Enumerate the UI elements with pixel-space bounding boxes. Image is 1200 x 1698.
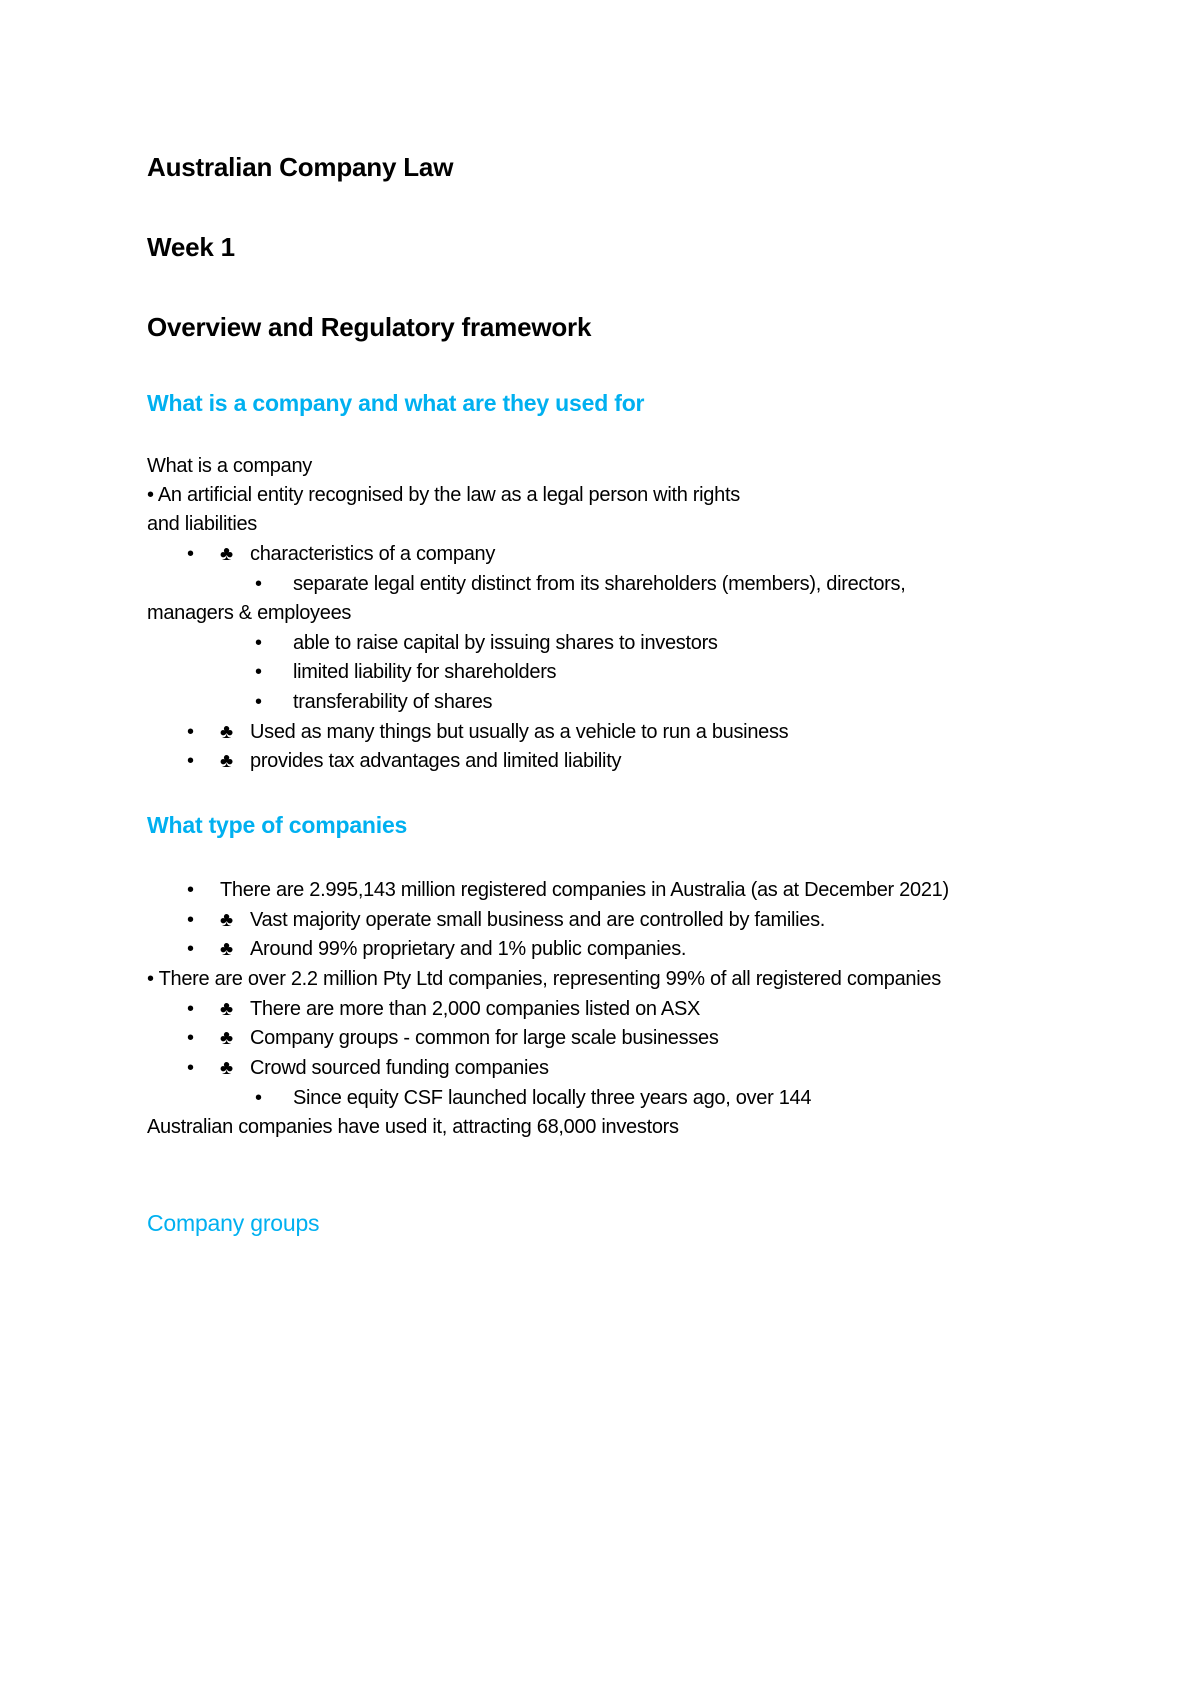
list-item-wrap: managers & employees	[147, 602, 352, 624]
definition-line-2: and liabilities	[147, 513, 258, 535]
document-title: Australian Company Law	[147, 152, 454, 182]
club-icon: ♣	[220, 1027, 234, 1049]
list-item: Vast majority operate small business and are controlled by families.	[250, 909, 826, 931]
list-item: transferability of shares	[293, 691, 493, 713]
bullet-icon: •	[255, 691, 263, 713]
bullet-icon: •	[255, 632, 263, 654]
list-item: Company groups - common for large scale businesses	[250, 1027, 719, 1049]
bullet-icon: •	[187, 998, 195, 1020]
list-item: Used as many things but usually as a vehicle to run a business	[250, 721, 789, 743]
bullet-icon: •	[255, 661, 263, 683]
section-heading-what-is-company: What is a company and what are they used for	[147, 390, 645, 416]
intro-text: What is a company	[147, 455, 312, 477]
bullet-icon: •	[187, 879, 195, 901]
bullet-icon: •	[255, 1087, 263, 1109]
bullet-icon: •	[187, 1027, 195, 1049]
club-icon: ♣	[220, 721, 234, 743]
bullet-icon: •	[187, 1057, 195, 1079]
section-heading-types: What type of companies	[147, 812, 408, 838]
list-item: Crowd sourced funding companies	[250, 1057, 549, 1079]
definition-line-1: • An artificial entity recognised by the law as a legal person with rights	[147, 484, 740, 506]
club-icon: ♣	[220, 909, 234, 931]
bullet-icon: •	[187, 938, 195, 960]
list-item: There are more than 2,000 companies listed on ASX	[250, 998, 701, 1020]
club-icon: ♣	[220, 998, 234, 1020]
list-item: There are 2.995,143 million registered companies in Australia (as at December 2021)	[220, 879, 949, 901]
section-heading-company-groups: Company groups	[147, 1210, 320, 1236]
list-item: separate legal entity distinct from its shareholders (members), directors,	[293, 573, 906, 595]
list-item-wrap: Australian companies have used it, attracting 68,000 investors	[147, 1116, 679, 1138]
bullet-icon: •	[187, 543, 195, 565]
list-item: limited liability for shareholders	[293, 661, 557, 683]
bullet-icon: •	[187, 750, 195, 772]
bullet-icon: •	[255, 573, 263, 595]
list-item: provides tax advantages and limited liability	[250, 750, 622, 772]
bullet-icon: •	[187, 909, 195, 931]
club-icon: ♣	[220, 1057, 234, 1079]
list-item: Since equity CSF launched locally three years ago, over 144	[293, 1087, 812, 1109]
topic-heading: Overview and Regulatory framework	[147, 312, 592, 342]
characteristics-label: characteristics of a company	[250, 543, 496, 565]
club-icon: ♣	[220, 543, 234, 565]
list-item: Around 99% proprietary and 1% public companies.	[250, 938, 687, 960]
bullet-icon: •	[187, 721, 195, 743]
week-heading: Week 1	[147, 232, 235, 262]
pty-ltd-line: • There are over 2.2 million Pty Ltd companies, representing 99% of all registered companies	[147, 968, 941, 990]
club-icon: ♣	[220, 750, 234, 772]
list-item: able to raise capital by issuing shares to investors	[293, 632, 718, 654]
club-icon: ♣	[220, 938, 234, 960]
